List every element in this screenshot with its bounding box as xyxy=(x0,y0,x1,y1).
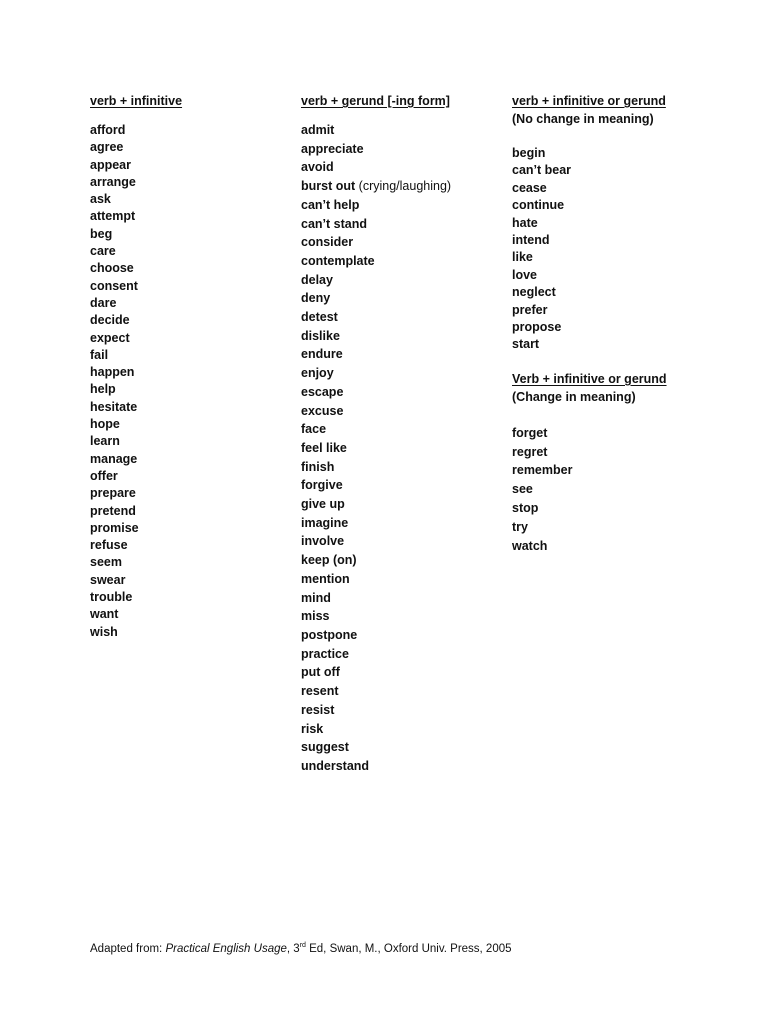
edition-number: , 3 xyxy=(286,943,300,955)
list-item: keep (on) xyxy=(301,553,357,568)
verb-list xyxy=(90,122,182,641)
list-item: consent xyxy=(90,278,138,293)
list-item: hope xyxy=(90,417,120,432)
list-item: deny xyxy=(301,291,331,306)
list-item: like xyxy=(512,250,533,265)
list-item: attempt xyxy=(90,209,136,224)
list-item: avoid xyxy=(301,160,334,175)
list-item: excuse xyxy=(301,403,344,418)
list-item: watch xyxy=(512,538,548,553)
list-item: face xyxy=(301,422,327,437)
list-item: cease xyxy=(512,180,547,195)
column-verb-infinitive xyxy=(90,92,182,641)
list-item: consider xyxy=(301,235,354,250)
column-heading: verb + gerund [-ing form] xyxy=(301,94,450,108)
list-item: contemplate xyxy=(301,253,375,268)
list-item: promise xyxy=(90,520,139,535)
column-verb-gerund xyxy=(301,92,451,776)
list-item: understand xyxy=(301,758,370,773)
verb-list xyxy=(301,121,451,776)
list-item: imagine xyxy=(301,515,349,530)
list-item: practice xyxy=(301,646,349,661)
list-item: refuse xyxy=(90,538,128,553)
list-item: decide xyxy=(90,313,130,328)
list-item: mind xyxy=(301,590,331,605)
list-item: continue xyxy=(512,198,565,213)
list-item: pretend xyxy=(90,503,136,518)
list-item: ask xyxy=(90,192,111,207)
list-item: stop xyxy=(512,501,539,516)
citation-rest: Ed, Swan, M., Oxford Univ. Press, 2005 xyxy=(305,943,512,955)
list-item: mention xyxy=(301,571,350,586)
column-heading: verb + infinitive xyxy=(90,94,183,108)
list-item: dare xyxy=(90,295,117,310)
list-item: agree xyxy=(90,140,124,155)
list-item: hesitate xyxy=(90,399,138,414)
list-item: delay xyxy=(301,272,333,287)
list-item: can’t help xyxy=(301,197,360,212)
list-item: want xyxy=(90,607,119,622)
citation-prefix: Adapted from: xyxy=(90,943,166,955)
list-item: care xyxy=(90,244,116,259)
list-item: admit xyxy=(301,123,335,137)
list-item: begin xyxy=(512,146,546,160)
list-item: love xyxy=(512,267,538,282)
list-item: give up xyxy=(301,497,345,512)
list-item: appreciate xyxy=(301,141,364,156)
list-item: appear xyxy=(90,157,131,172)
list-item: escape xyxy=(301,384,344,399)
list-item: happen xyxy=(90,365,135,380)
list-item: seem xyxy=(90,555,122,570)
list-item: regret xyxy=(512,444,548,459)
list-item: learn xyxy=(90,434,120,449)
list-item: help xyxy=(90,382,116,397)
source-citation xyxy=(90,943,512,955)
list-item: dislike xyxy=(301,328,340,343)
list-item: expect xyxy=(90,330,130,345)
column-subheading: (No change in meaning) xyxy=(512,112,654,126)
list-item: miss xyxy=(301,609,330,624)
list-item: forget xyxy=(512,425,548,440)
list-item: finish xyxy=(301,459,335,474)
column-subheading: (Change in meaning) xyxy=(512,389,636,404)
list-item: risk xyxy=(301,721,324,736)
list-item: involve xyxy=(301,534,345,549)
book-title: Practical English Usage xyxy=(165,943,287,955)
column-heading: Verb + infinitive or gerund xyxy=(512,371,667,386)
list-item: intend xyxy=(512,233,550,248)
list-item: can’t stand xyxy=(301,216,367,231)
list-item: suggest xyxy=(301,740,349,755)
verb-list xyxy=(512,145,667,354)
list-item: prepare xyxy=(90,486,136,501)
list-item: choose xyxy=(90,261,134,276)
list-item: resent xyxy=(301,684,339,699)
list-item: arrange xyxy=(90,174,136,189)
list-item xyxy=(301,177,451,196)
list-item: fail xyxy=(90,347,109,362)
list-item: afford xyxy=(90,123,126,137)
list-item: hate xyxy=(512,215,538,230)
list-item: feel like xyxy=(301,440,347,455)
column-verb-infinitive-or-gerund xyxy=(512,92,667,555)
list-item: put off xyxy=(301,665,340,680)
list-item: enjoy xyxy=(301,366,334,381)
list-item: beg xyxy=(90,226,113,241)
list-item: remember xyxy=(512,463,573,478)
list-item: swear xyxy=(90,572,126,587)
list-item: try xyxy=(512,519,528,534)
usage-note: (crying/laughing) xyxy=(358,179,452,194)
edition-suffix: rd xyxy=(299,942,306,950)
list-item: endure xyxy=(301,347,343,362)
list-item: wish xyxy=(90,624,118,639)
list-item: offer xyxy=(90,468,118,483)
list-item: manage xyxy=(90,451,138,466)
list-item: postpone xyxy=(301,627,358,642)
list-item: start xyxy=(512,337,540,352)
list-item: see xyxy=(512,482,533,497)
list-item: resist xyxy=(301,702,335,717)
list-item: prefer xyxy=(512,302,548,317)
list-item: forgive xyxy=(301,478,343,493)
verb-list xyxy=(512,424,667,556)
list-item: detest xyxy=(301,310,338,325)
verb-text: burst out xyxy=(301,179,356,194)
list-item: propose xyxy=(512,320,562,335)
column-heading: verb + infinitive or gerund xyxy=(512,94,666,108)
list-item: neglect xyxy=(512,285,556,300)
list-item: can’t bear xyxy=(512,163,572,178)
list-item: trouble xyxy=(90,590,133,605)
